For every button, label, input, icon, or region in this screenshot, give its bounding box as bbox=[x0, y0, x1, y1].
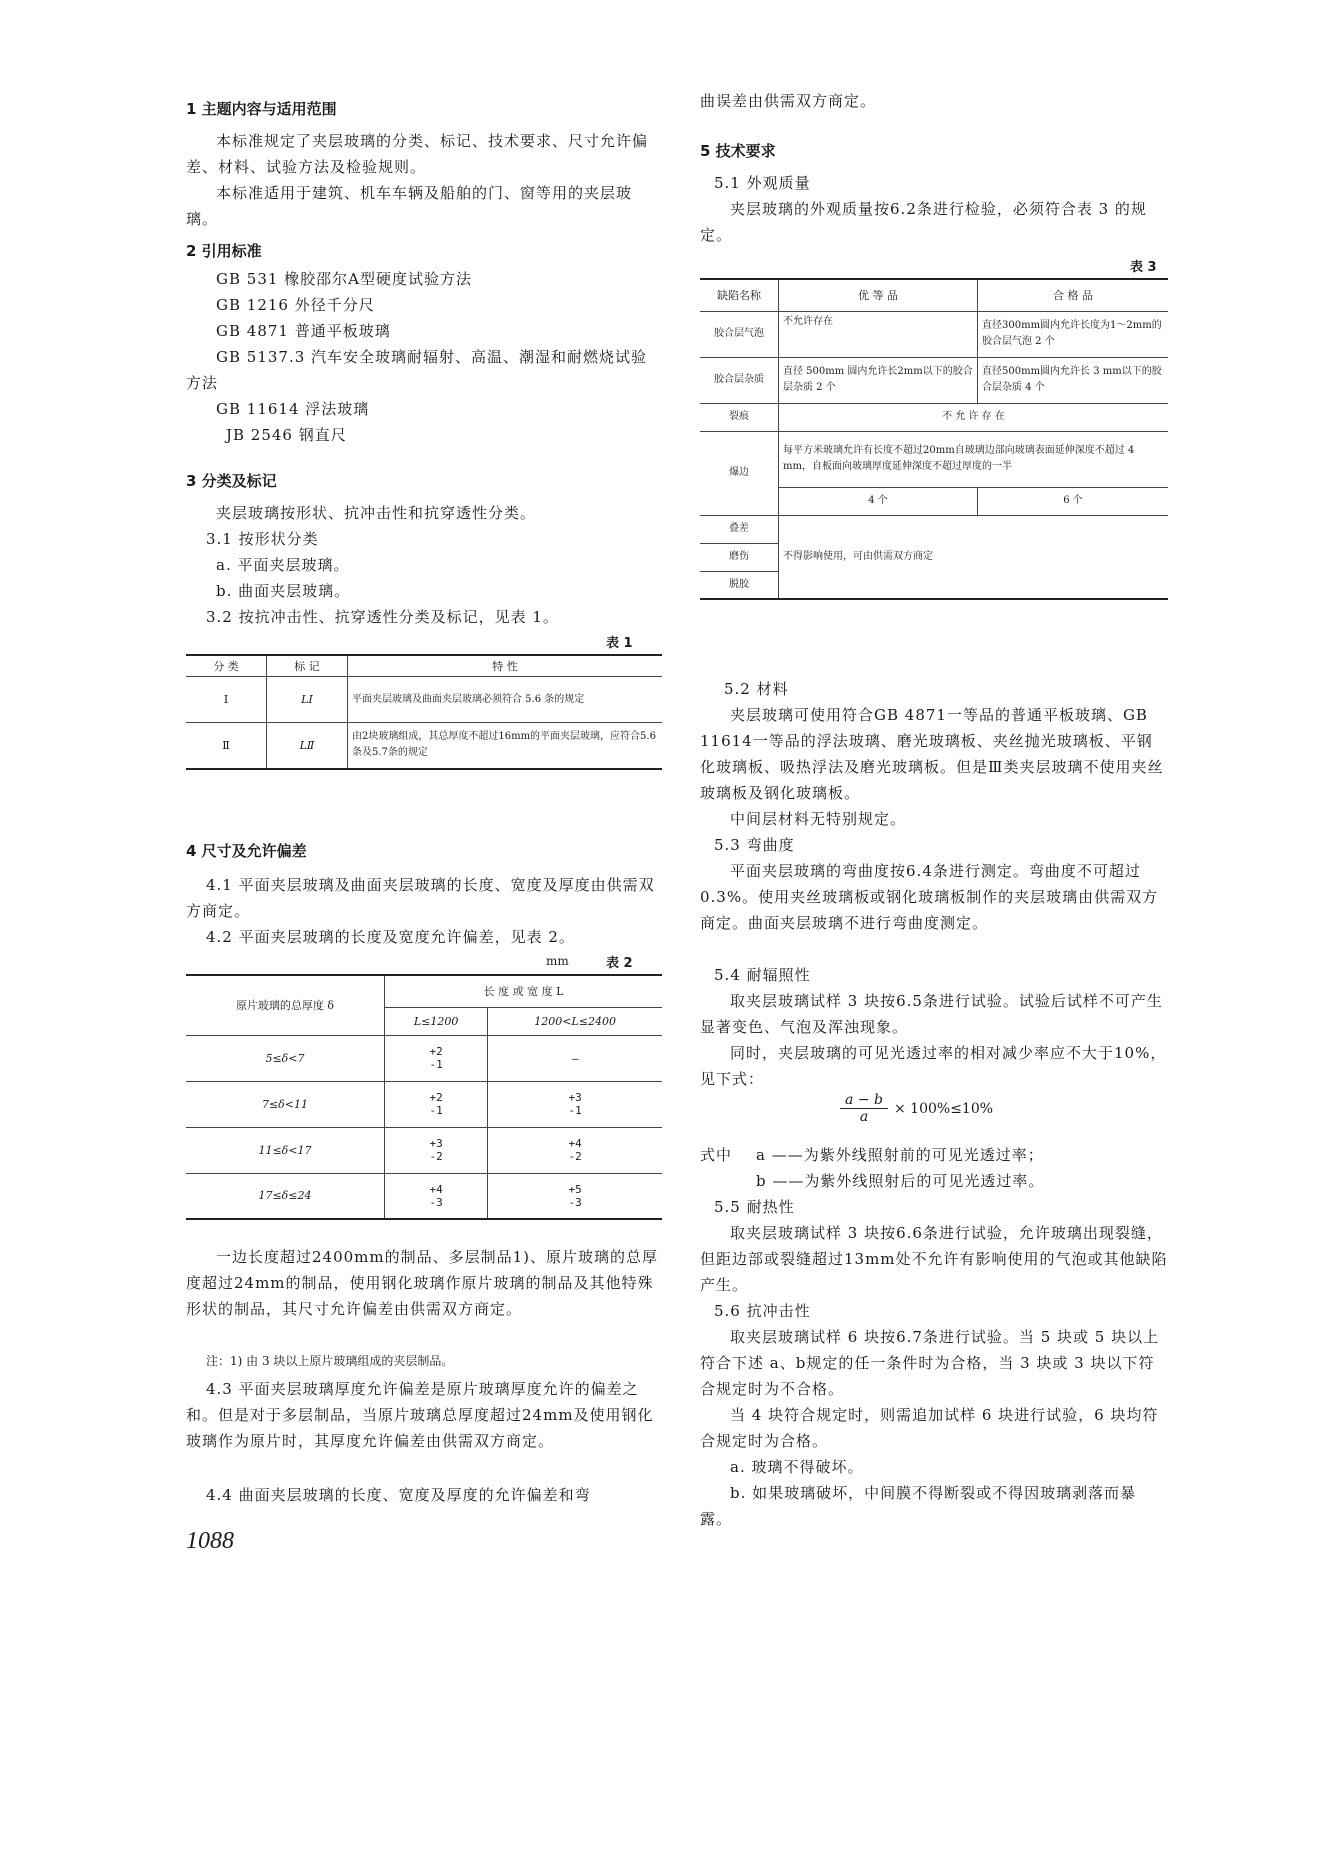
subsection-3-2: 3.2 按抗冲击性、抗穿透性分类及标记，见表 1。 bbox=[206, 608, 559, 626]
tolerance-lower: -1 bbox=[429, 1058, 443, 1071]
tolerance-upper: +3 bbox=[429, 1137, 443, 1150]
table-cell: Ⅱ bbox=[222, 738, 230, 752]
section-2-heading: 2 引用标准 bbox=[186, 242, 262, 260]
section-1-paragraph-2: 本标准适用于建筑、机车车辆及船舶的门、窗等用的夹层玻璃。 bbox=[186, 184, 633, 228]
table-row bbox=[700, 403, 1168, 431]
table-cell: 胶合层气泡 bbox=[714, 328, 764, 339]
tolerance-upper: — bbox=[571, 1051, 579, 1065]
table-2-caption: 表 2 bbox=[606, 956, 633, 971]
subsection-5-6-paragraph: 取夹层玻璃试样 6 块按6.7条进行试验。当 5 块或 5 块以上符合下述 a、b规定的任一条件时为合格，当 3 块或 3 块以下符合规定时为不合格。 bbox=[700, 1328, 1160, 1398]
tolerance-upper: +3 bbox=[568, 1091, 582, 1104]
subsection-5-4-paragraph-2: 同时，夹层玻璃的可见光透过率的相对减少率应不大于10%，见下式： bbox=[700, 1044, 1167, 1088]
table-cell: 磨伤 bbox=[729, 551, 749, 562]
formula-numerator: a − b bbox=[845, 1092, 883, 1108]
table-cell: 7≤δ<11 bbox=[261, 1097, 309, 1111]
table-cell: 每平方米玻璃允许有长度不超过20mm自玻璃边部向玻璃表面延伸深度不超过 4 mm，自板面向玻璃厚度延伸深度不超过厚度的一半 bbox=[779, 431, 1169, 487]
section-4-heading: 4 尺寸及允许偏差 bbox=[186, 842, 307, 860]
section-3-paragraph: 夹层玻璃按形状、抗冲击性和抗穿透性分类。 bbox=[216, 504, 537, 522]
variable-definition: a ——为紫外线照射前的可见光透过率； bbox=[756, 1146, 1044, 1164]
subsection-4-2: 4.2 平面夹层玻璃的长度及宽度允许偏差，见表 2。 bbox=[206, 928, 575, 946]
page-number: 1088 bbox=[186, 1528, 234, 1554]
formula-denominator: a bbox=[859, 1109, 869, 1125]
table-cell: 爆边 bbox=[729, 467, 749, 478]
formula bbox=[840, 1092, 993, 1125]
table-cell: 叠差 bbox=[729, 523, 749, 534]
subsection-5-4: 5.4 耐辐照性 bbox=[714, 966, 811, 984]
reference-item: JB 2546 钢直尺 bbox=[226, 426, 347, 444]
table-1 bbox=[186, 654, 662, 770]
where-label: 式中 bbox=[700, 1146, 733, 1164]
tolerance-lower: -2 bbox=[429, 1150, 443, 1163]
tolerance-lower: -3 bbox=[568, 1195, 582, 1209]
table-cell: 6 个 bbox=[978, 487, 1169, 515]
table-cell: 由2块玻璃组成，其总厚度不超过16mm的平面夹层玻璃，应符合5.6条及5.7条的规定 bbox=[348, 723, 663, 769]
table-cell: Ⅰ bbox=[223, 693, 229, 706]
section-4-paragraph: 一边长度超过2400mm的制品、多层制品1)、原片玻璃的总厚度超过24mm的制品，使用钢化玻璃作原片玻璃的制品及其他特殊形状的制品，其尺寸允许偏差由供需双方商定。 bbox=[186, 1248, 659, 1318]
subsection-5-4-paragraph: 取夹层玻璃试样 3 块按6.5条进行试验。试验后试样不可产生显著变色、气泡及浑浊现象。 bbox=[700, 992, 1163, 1036]
table-1-caption: 表 1 bbox=[606, 636, 633, 651]
table-cell: LⅠ bbox=[267, 677, 348, 723]
subsection-5-6-paragraph-2: 当 4 块符合规定时，则需追加试样 6 块进行试验，6 块均符合规定时为合格。 bbox=[700, 1406, 1159, 1450]
table-cell: 脱胶 bbox=[729, 578, 749, 590]
table-cell: 不允许存在 bbox=[779, 311, 978, 357]
subsection-4-4: 4.4 曲面夹层玻璃的长度、宽度及厚度的允许偏差和弯 bbox=[206, 1486, 591, 1504]
continued-text: 曲误差由供需双方商定。 bbox=[700, 92, 877, 110]
tolerance-upper: +4 bbox=[568, 1137, 582, 1150]
table-header-cell: 1200<L≤2400 bbox=[488, 1007, 662, 1035]
table-3 bbox=[700, 278, 1168, 600]
subsection-3-1: 3.1 按形状分类 bbox=[206, 530, 319, 548]
tolerance-lower: -3 bbox=[429, 1195, 443, 1209]
formula-rhs: × 100%≤10% bbox=[894, 1100, 994, 1117]
table-cell: 直径300mm圆内允许长度为1～2mm的胶合层气泡 2 个 bbox=[978, 311, 1169, 357]
subsection-5-5-paragraph: 取夹层玻璃试样 3 块按6.6条进行试验，允许玻璃出现裂缝，但距边部或裂缝超过13mm处不允许有影响使用的气泡或其他缺陷产生。 bbox=[700, 1224, 1168, 1294]
tolerance-upper: +4 bbox=[429, 1182, 443, 1196]
variable-definition: b ——为紫外线照射后的可见光透过率。 bbox=[756, 1172, 1045, 1190]
table-row bbox=[186, 1035, 662, 1081]
table-header-cell: 合 格 品 bbox=[978, 279, 1169, 311]
table-row bbox=[700, 357, 1168, 403]
reference-item: GB 1216 外径千分尺 bbox=[216, 296, 375, 314]
footnote: 注：1) 由 3 块以上原片玻璃组成的夹层制品。 bbox=[206, 1354, 454, 1368]
section-1-paragraph-1: 本标准规定了夹层玻璃的分类、标记、技术要求、尺寸允许偏差、材料、试验方法及检验规则。 bbox=[186, 132, 649, 176]
tolerance-upper: +5 bbox=[568, 1182, 582, 1196]
list-item: a. 玻璃不得破坏。 bbox=[730, 1458, 864, 1476]
reference-item: GB 531 橡胶邵尔A型硬度试验方法 bbox=[216, 270, 473, 288]
section-5-heading: 5 技术要求 bbox=[700, 142, 776, 160]
table-header-cell: 特 性 bbox=[348, 655, 663, 677]
table-cell: 17≤δ≤24 bbox=[258, 1189, 312, 1203]
table-cell: 胶合层杂质 bbox=[714, 374, 764, 385]
table-row bbox=[700, 311, 1168, 357]
reference-item: GB 5137.3 汽车安全玻璃耐辐射、高温、潮湿和耐燃烧试验方法 bbox=[186, 348, 648, 392]
reference-item: GB 11614 浮法玻璃 bbox=[216, 400, 370, 418]
table-cell: 4 个 bbox=[779, 487, 978, 515]
table-row bbox=[186, 1127, 662, 1173]
table-row bbox=[186, 1081, 662, 1127]
list-item: b. 曲面夹层玻璃。 bbox=[216, 582, 351, 600]
table-cell: 11≤δ<17 bbox=[258, 1143, 312, 1157]
tolerance-lower: -1 bbox=[429, 1104, 443, 1117]
table-cell: 直径500mm圆内允许长 3 mm以下的胶合层杂质 4 个 bbox=[978, 357, 1169, 403]
section-3-heading: 3 分类及标记 bbox=[186, 472, 277, 490]
table-cell: LⅡ bbox=[267, 723, 348, 769]
subsection-5-3-paragraph: 平面夹层玻璃的弯曲度按6.4条进行测定。弯曲度不可超过0.3%。使用夹丝玻璃板或钢化玻璃板制作的夹层玻璃由供需双方商定。曲面夹层玻璃不进行弯曲度测定。 bbox=[700, 862, 1159, 932]
subsection-5-2: 5.2 材料 bbox=[724, 680, 789, 698]
section-1-heading: 1 主题内容与适用范围 bbox=[186, 100, 337, 118]
table-header-cell: 分 类 bbox=[213, 660, 239, 673]
reference-item: GB 4871 普通平板玻璃 bbox=[216, 322, 391, 340]
table-cell: 裂痕 bbox=[729, 411, 749, 422]
subsection-5-6: 5.6 抗冲击性 bbox=[714, 1302, 811, 1320]
subsection-5-2-paragraph: 夹层玻璃可使用符合GB 4871一等品的普通平板玻璃、GB 11614一等品的浮法玻璃、磨光玻璃板、夹丝抛光玻璃板、平钢化玻璃板、吸热浮法及磨光玻璃板。但是Ⅲ类夹层玻璃不使用夹丝玻璃板及钢化玻璃板。 bbox=[700, 706, 1164, 802]
subsection-4-1: 4.1 平面夹层玻璃及曲面夹层玻璃的长度、宽度及厚度由供需双方商定。 bbox=[186, 876, 655, 920]
tolerance-upper: +2 bbox=[429, 1091, 443, 1104]
subsection-5-1-paragraph: 夹层玻璃的外观质量按6.2条进行检验，必须符合表 3 的规定。 bbox=[700, 200, 1147, 244]
list-item: a. 平面夹层玻璃。 bbox=[216, 556, 350, 574]
table-header-cell: 缺陷名称 bbox=[717, 289, 761, 303]
table-row bbox=[186, 1173, 662, 1219]
subsection-5-3: 5.3 弯曲度 bbox=[714, 836, 795, 854]
table-header-cell: L≤1200 bbox=[385, 1007, 488, 1035]
table-header-cell: 优 等 品 bbox=[779, 279, 978, 311]
table-2 bbox=[186, 974, 662, 1220]
subsection-5-2-paragraph-2: 中间层材料无特别规定。 bbox=[730, 810, 907, 828]
table-header-cell: 原片玻璃的总厚度 δ bbox=[186, 975, 385, 1035]
table-cell: 平面夹层玻璃及曲面夹层玻璃必须符合 5.6 条的规定 bbox=[348, 677, 663, 723]
table-cell: 不 允 许 存 在 bbox=[779, 403, 1169, 431]
table-3-caption: 表 3 bbox=[1130, 260, 1157, 275]
table-row bbox=[700, 515, 1168, 543]
table-cell: 不得影响使用，可由供需双方商定 bbox=[779, 515, 1169, 599]
subsection-5-1: 5.1 外观质量 bbox=[714, 174, 811, 192]
table-header-cell: 标 记 bbox=[267, 655, 348, 677]
table-header-cell: 长 度 或 宽 度 L bbox=[385, 975, 663, 1007]
table-row bbox=[700, 431, 1168, 487]
tolerance-lower: -1 bbox=[568, 1104, 582, 1117]
table-cell: 5≤δ<7 bbox=[265, 1051, 305, 1065]
tolerance-lower: -2 bbox=[568, 1150, 582, 1163]
list-item: b. 如果玻璃破坏，中间膜不得断裂或不得因玻璃剥落而暴露。 bbox=[700, 1484, 1137, 1528]
table-2-unit: mm bbox=[546, 954, 569, 968]
subsection-5-5: 5.5 耐热性 bbox=[714, 1198, 795, 1216]
tolerance-upper: +2 bbox=[429, 1045, 443, 1058]
subsection-4-3: 4.3 平面夹层玻璃厚度允许偏差是原片玻璃厚度允许的偏差之和。但是对于多层制品，当原片玻璃总厚度超过24mm及使用钢化玻璃作为原片时，其厚度允许偏差由供需双方商定。 bbox=[186, 1380, 654, 1450]
table-cell: 直径 500mm 圆内允许长2mm以下的胶合层杂质 2 个 bbox=[779, 357, 978, 403]
